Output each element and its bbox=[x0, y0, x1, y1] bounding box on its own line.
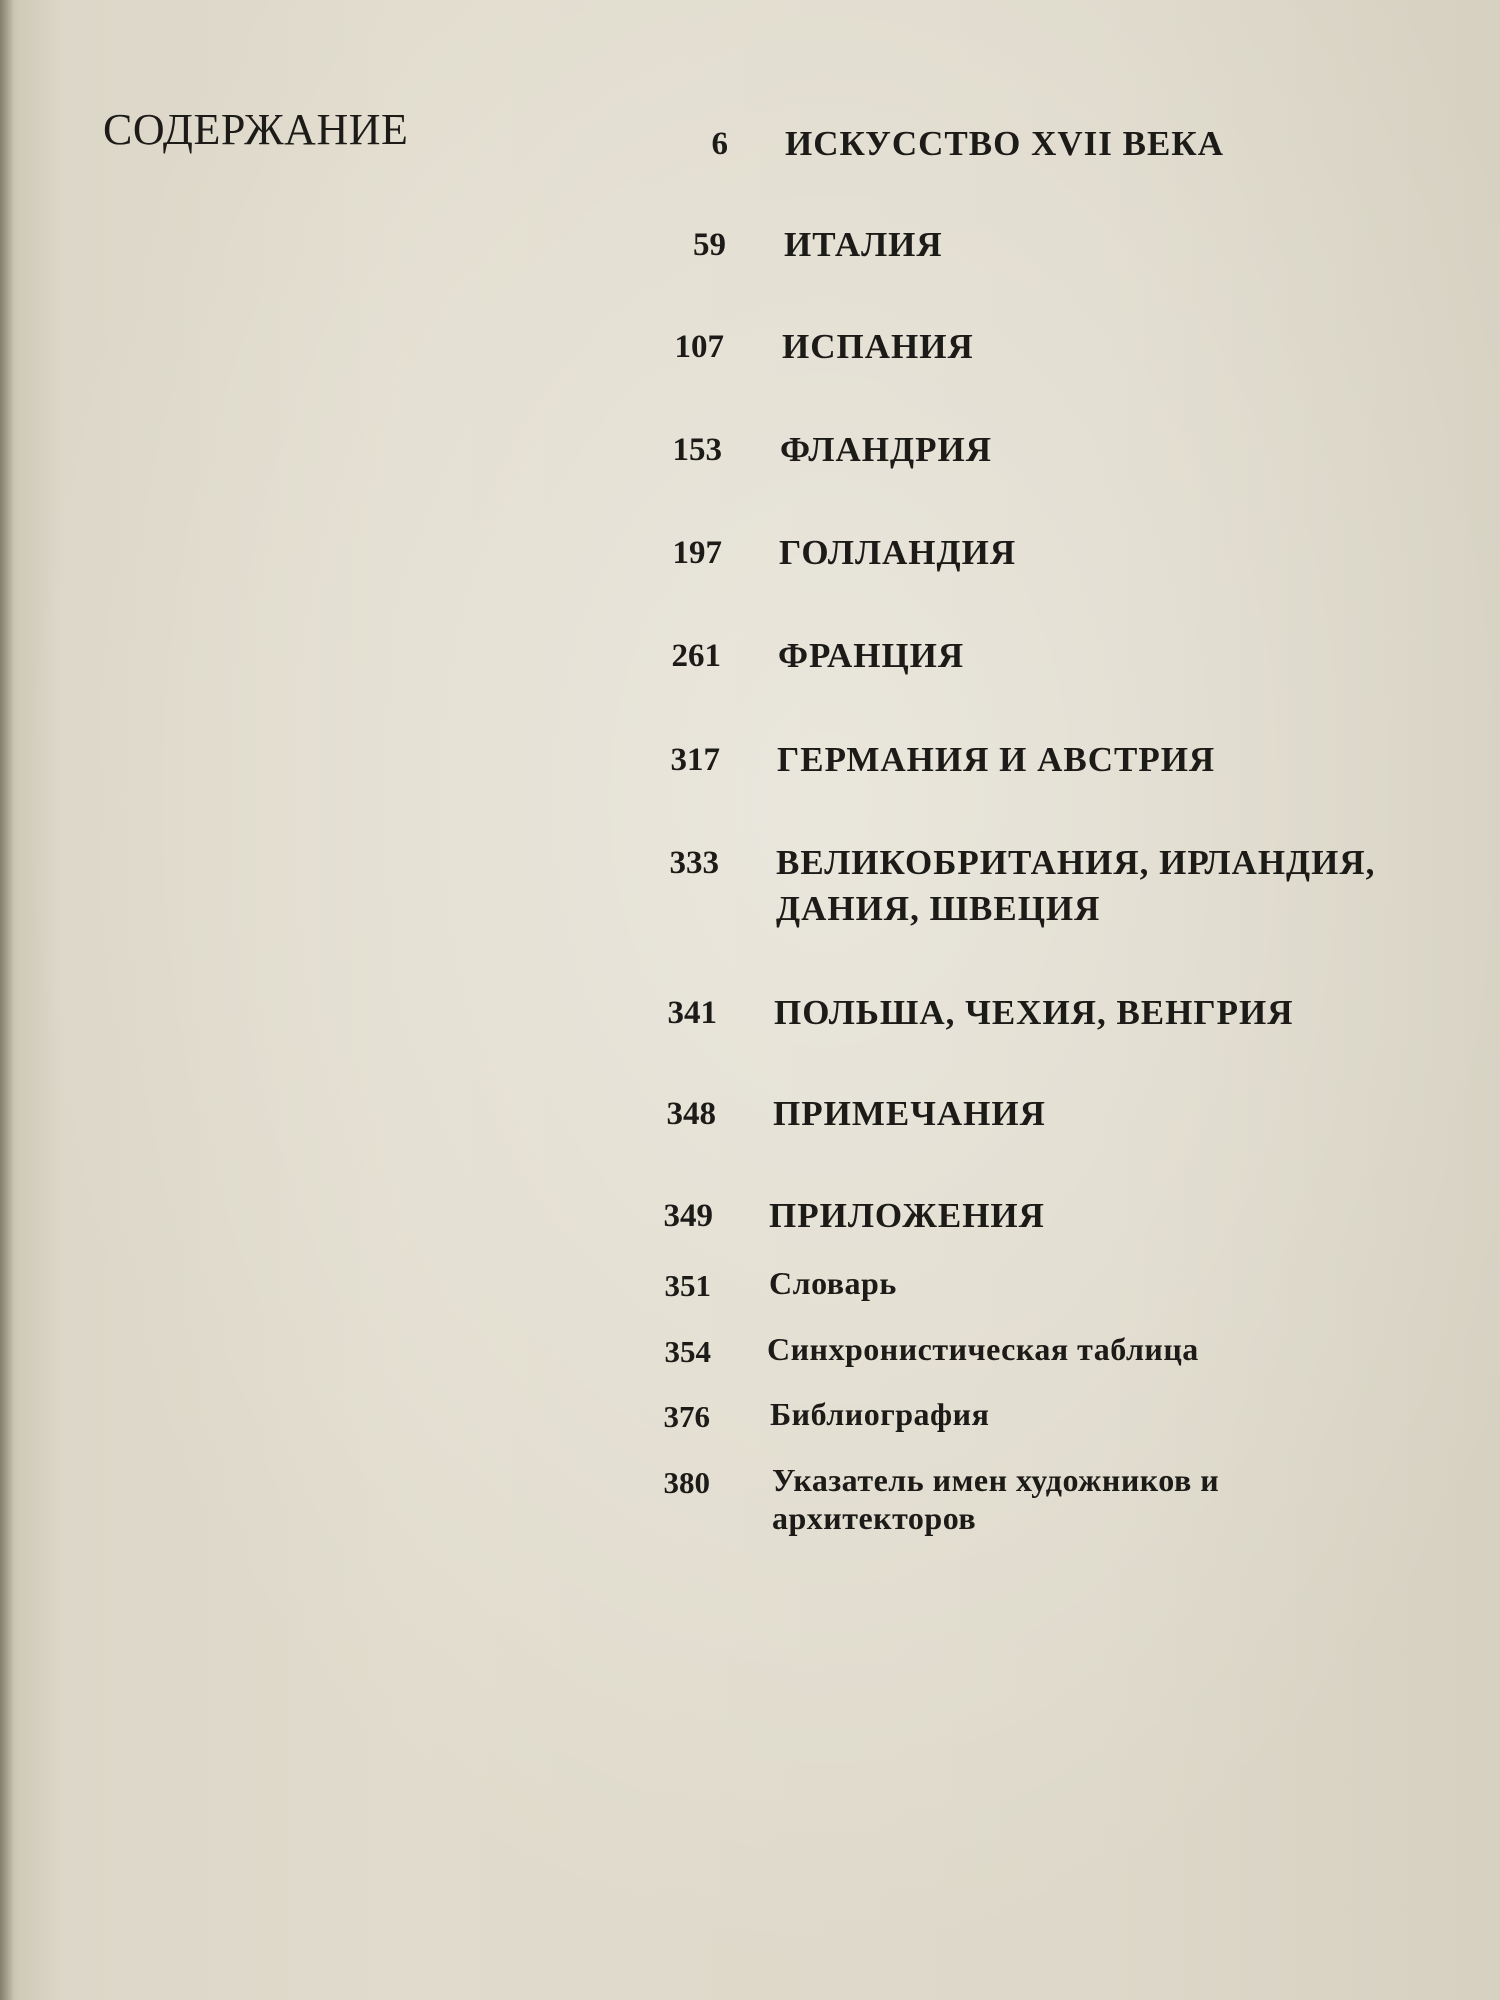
toc-entry-title: ИСПАНИЯ bbox=[782, 327, 974, 366]
toc-page-number: 348 bbox=[666, 1096, 716, 1132]
toc-entry-title: ФЛАНДРИЯ bbox=[780, 430, 992, 469]
toc-page-number: 341 bbox=[667, 995, 717, 1031]
toc-entry-title: Указатель имен художников и bbox=[772, 1462, 1220, 1498]
toc-page-number: 59 bbox=[693, 227, 726, 263]
toc-page-number: 153 bbox=[672, 432, 722, 468]
toc-entry-title: ПРИМЕЧАНИЯ bbox=[773, 1094, 1046, 1133]
toc-page-number: 376 bbox=[663, 1399, 710, 1434]
toc-page-number: 351 bbox=[664, 1268, 711, 1303]
toc-entry-title: ДАНИЯ, ШВЕЦИЯ bbox=[776, 889, 1101, 928]
toc-page-number: 317 bbox=[670, 742, 720, 778]
toc-entry-title: ПРИЛОЖЕНИЯ bbox=[769, 1196, 1045, 1235]
toc-entry-title: Синхронистическая таблица bbox=[767, 1331, 1199, 1367]
toc-page-number: 380 bbox=[663, 1465, 710, 1500]
toc-page-number: 354 bbox=[664, 1334, 711, 1369]
toc-page-number: 349 bbox=[663, 1198, 713, 1234]
toc-entry-title: ИСКУССТВО XVII ВЕКА bbox=[785, 124, 1224, 163]
toc-entry-title: ГОЛЛАНДИЯ bbox=[779, 533, 1017, 572]
toc-entry-title: Библиография bbox=[770, 1396, 990, 1432]
toc-entry-title: Словарь bbox=[769, 1265, 897, 1301]
toc-entry-title: ВЕЛИКОБРИТАНИЯ, ИРЛАНДИЯ, bbox=[776, 843, 1376, 882]
toc-page-number: 6 bbox=[711, 126, 728, 162]
toc-entry-title: ИТАЛИЯ bbox=[784, 225, 943, 264]
toc-page-number: 197 bbox=[672, 535, 722, 571]
toc-page-number: 107 bbox=[674, 329, 724, 365]
page-title: СОДЕРЖАНИЕ bbox=[103, 105, 409, 154]
toc-entry-title: ФРАНЦИЯ bbox=[778, 636, 965, 675]
toc-page-number: 261 bbox=[671, 638, 721, 674]
toc-entry-title: архитекторов bbox=[772, 1500, 977, 1536]
toc-entry-title: ГЕРМАНИЯ И АВСТРИЯ bbox=[777, 740, 1216, 779]
toc-entry-title: ПОЛЬША, ЧЕХИЯ, ВЕНГРИЯ bbox=[774, 993, 1294, 1032]
toc-page-number: 333 bbox=[669, 845, 719, 881]
